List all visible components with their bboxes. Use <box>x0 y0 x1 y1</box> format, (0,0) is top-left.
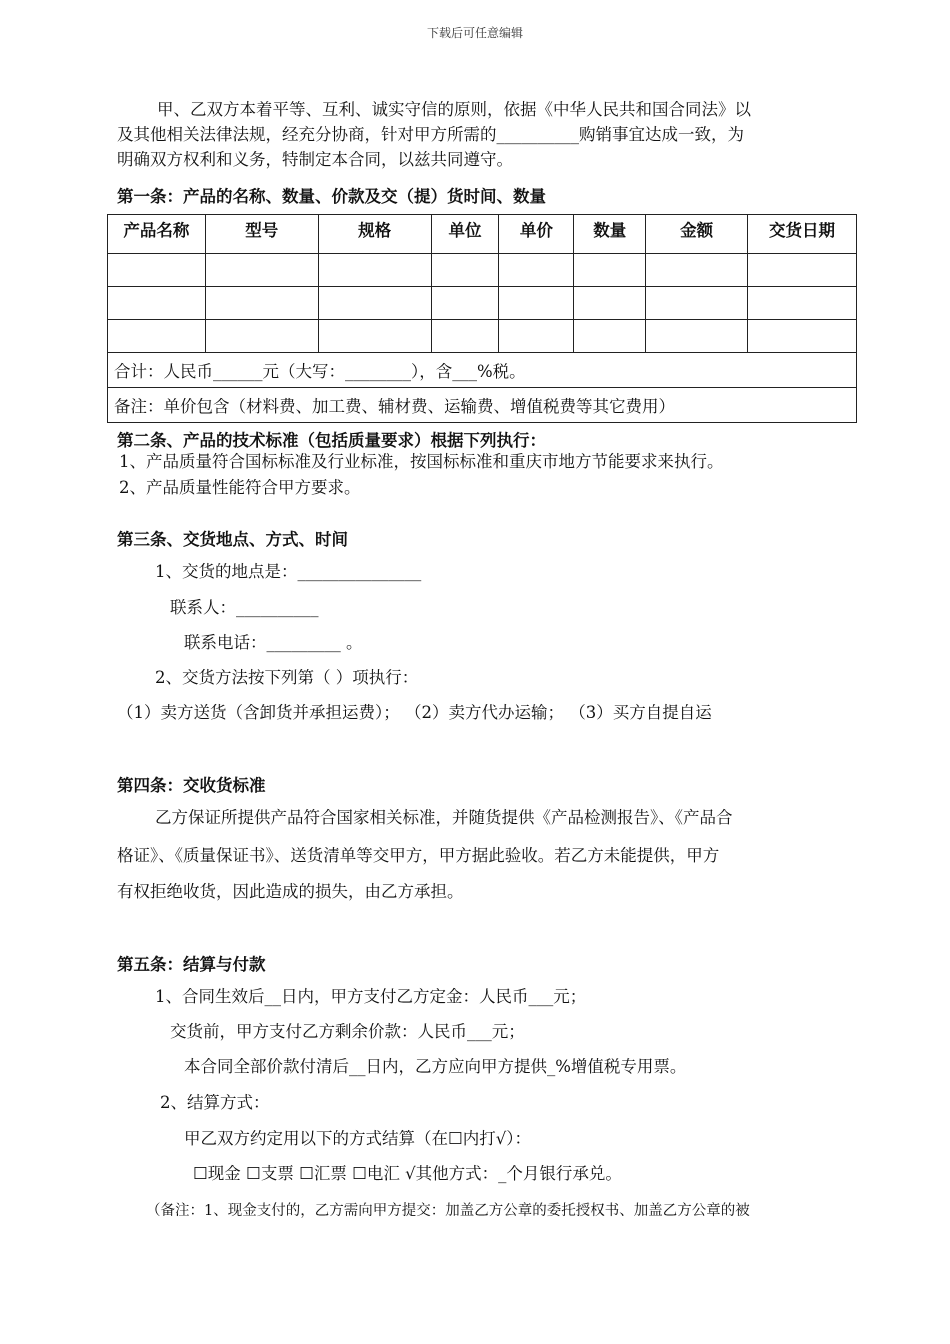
delivery-phone: 联系电话：_________ 。 <box>184 633 363 652</box>
article1-title: 第一条：产品的名称、数量、价款及交（提）货时间、数量 <box>117 187 546 206</box>
delivery-options: （1）卖方送货（含卸货并承担运费）； （2）卖方代办运输； （3）买方自提自运 <box>117 703 712 722</box>
settlement-remark: （备注：1、现金支付的，乙方需向甲方提交：加盖乙方公章的委托授权书、加盖乙方公章的被 <box>146 1203 750 1219</box>
table-row <box>108 287 857 320</box>
settlement-title: 2、结算方式： <box>160 1093 270 1112</box>
table-header-row <box>108 215 857 254</box>
total-cell: 合计：人民币______元（大写：________），含___%税。 <box>108 353 857 388</box>
article2-item-1: 1、产品质量符合国标标准及行业标准，按国标标准和重庆市地方节能要求来执行。 <box>119 452 724 471</box>
article5-title: 第五条：结算与付款 <box>117 955 266 974</box>
remark-cell: 备注：单价包含（材料费、加工费、辅材费、运输费、增值税费等其它费用） <box>108 388 857 423</box>
page-header-note: 下载后可任意编辑 <box>426 26 523 40</box>
intro-line-2: 及其他相关法律法规，经充分协商，针对甲方所需的__________购销事宜达成一致，为 <box>117 125 744 144</box>
article3-title: 第三条、交货地点、方式、时间 <box>117 530 348 549</box>
article2-title: 第二条、产品的技术标准（包括质量要求）根据下列执行： <box>117 431 546 450</box>
column-header: 数量 <box>574 215 646 254</box>
article4-line-1: 乙方保证所提供产品符合国家相关标准，并随货提供《产品检测报告》、《产品合 <box>155 808 733 827</box>
payment-line-3: 本合同全部价款付清后__日内，乙方应向甲方提供_%增值税专用票。 <box>184 1057 687 1076</box>
column-header: 交货日期 <box>748 215 857 254</box>
settlement-options: ☐现金 ☐支票 ☐汇票 ☐电汇 √其他方式：_个月银行承兑。 <box>193 1164 622 1183</box>
column-header: 产品名称 <box>108 215 206 254</box>
table-row <box>108 320 857 353</box>
column-header: 单位 <box>431 215 499 254</box>
column-header: 金额 <box>646 215 748 254</box>
delivery-method: 2、交货方法按下列第（ ）项执行： <box>155 668 419 687</box>
table-total-row <box>108 353 857 388</box>
payment-line-1: 1、合同生效后__日内，甲方支付乙方定金：人民币___元； <box>155 987 587 1006</box>
column-header: 单价 <box>499 215 574 254</box>
article4-line-2: 格证》、《质量保证书》、送货清单等交甲方，甲方据此验收。若乙方未能提供，甲方 <box>117 846 720 865</box>
column-header: 规格 <box>318 215 431 254</box>
intro-line-1: 甲、乙双方本着平等、互利、诚实守信的原则，依据《中华人民共和国合同法》以 <box>157 100 751 119</box>
delivery-contact: 联系人：__________ <box>170 598 319 617</box>
payment-line-2: 交货前，甲方支付乙方剩余价款：人民币___元； <box>170 1022 525 1041</box>
settlement-desc: 甲乙双方约定用以下的方式结算（在☐内打√）： <box>184 1129 532 1148</box>
table-row <box>108 254 857 287</box>
product-table <box>107 214 857 423</box>
article4-line-3: 有权拒绝收货，因此造成的损失，由乙方承担。 <box>117 882 464 901</box>
column-header: 型号 <box>205 215 318 254</box>
delivery-place: 1、交货的地点是：_______________ <box>155 562 422 581</box>
article2-item-2: 2、产品质量性能符合甲方要求。 <box>119 478 361 497</box>
table-remark-row <box>108 388 857 423</box>
article4-title: 第四条：交收货标准 <box>117 776 266 795</box>
intro-line-3: 明确双方权利和义务，特制定本合同，以兹共同遵守。 <box>117 150 513 169</box>
